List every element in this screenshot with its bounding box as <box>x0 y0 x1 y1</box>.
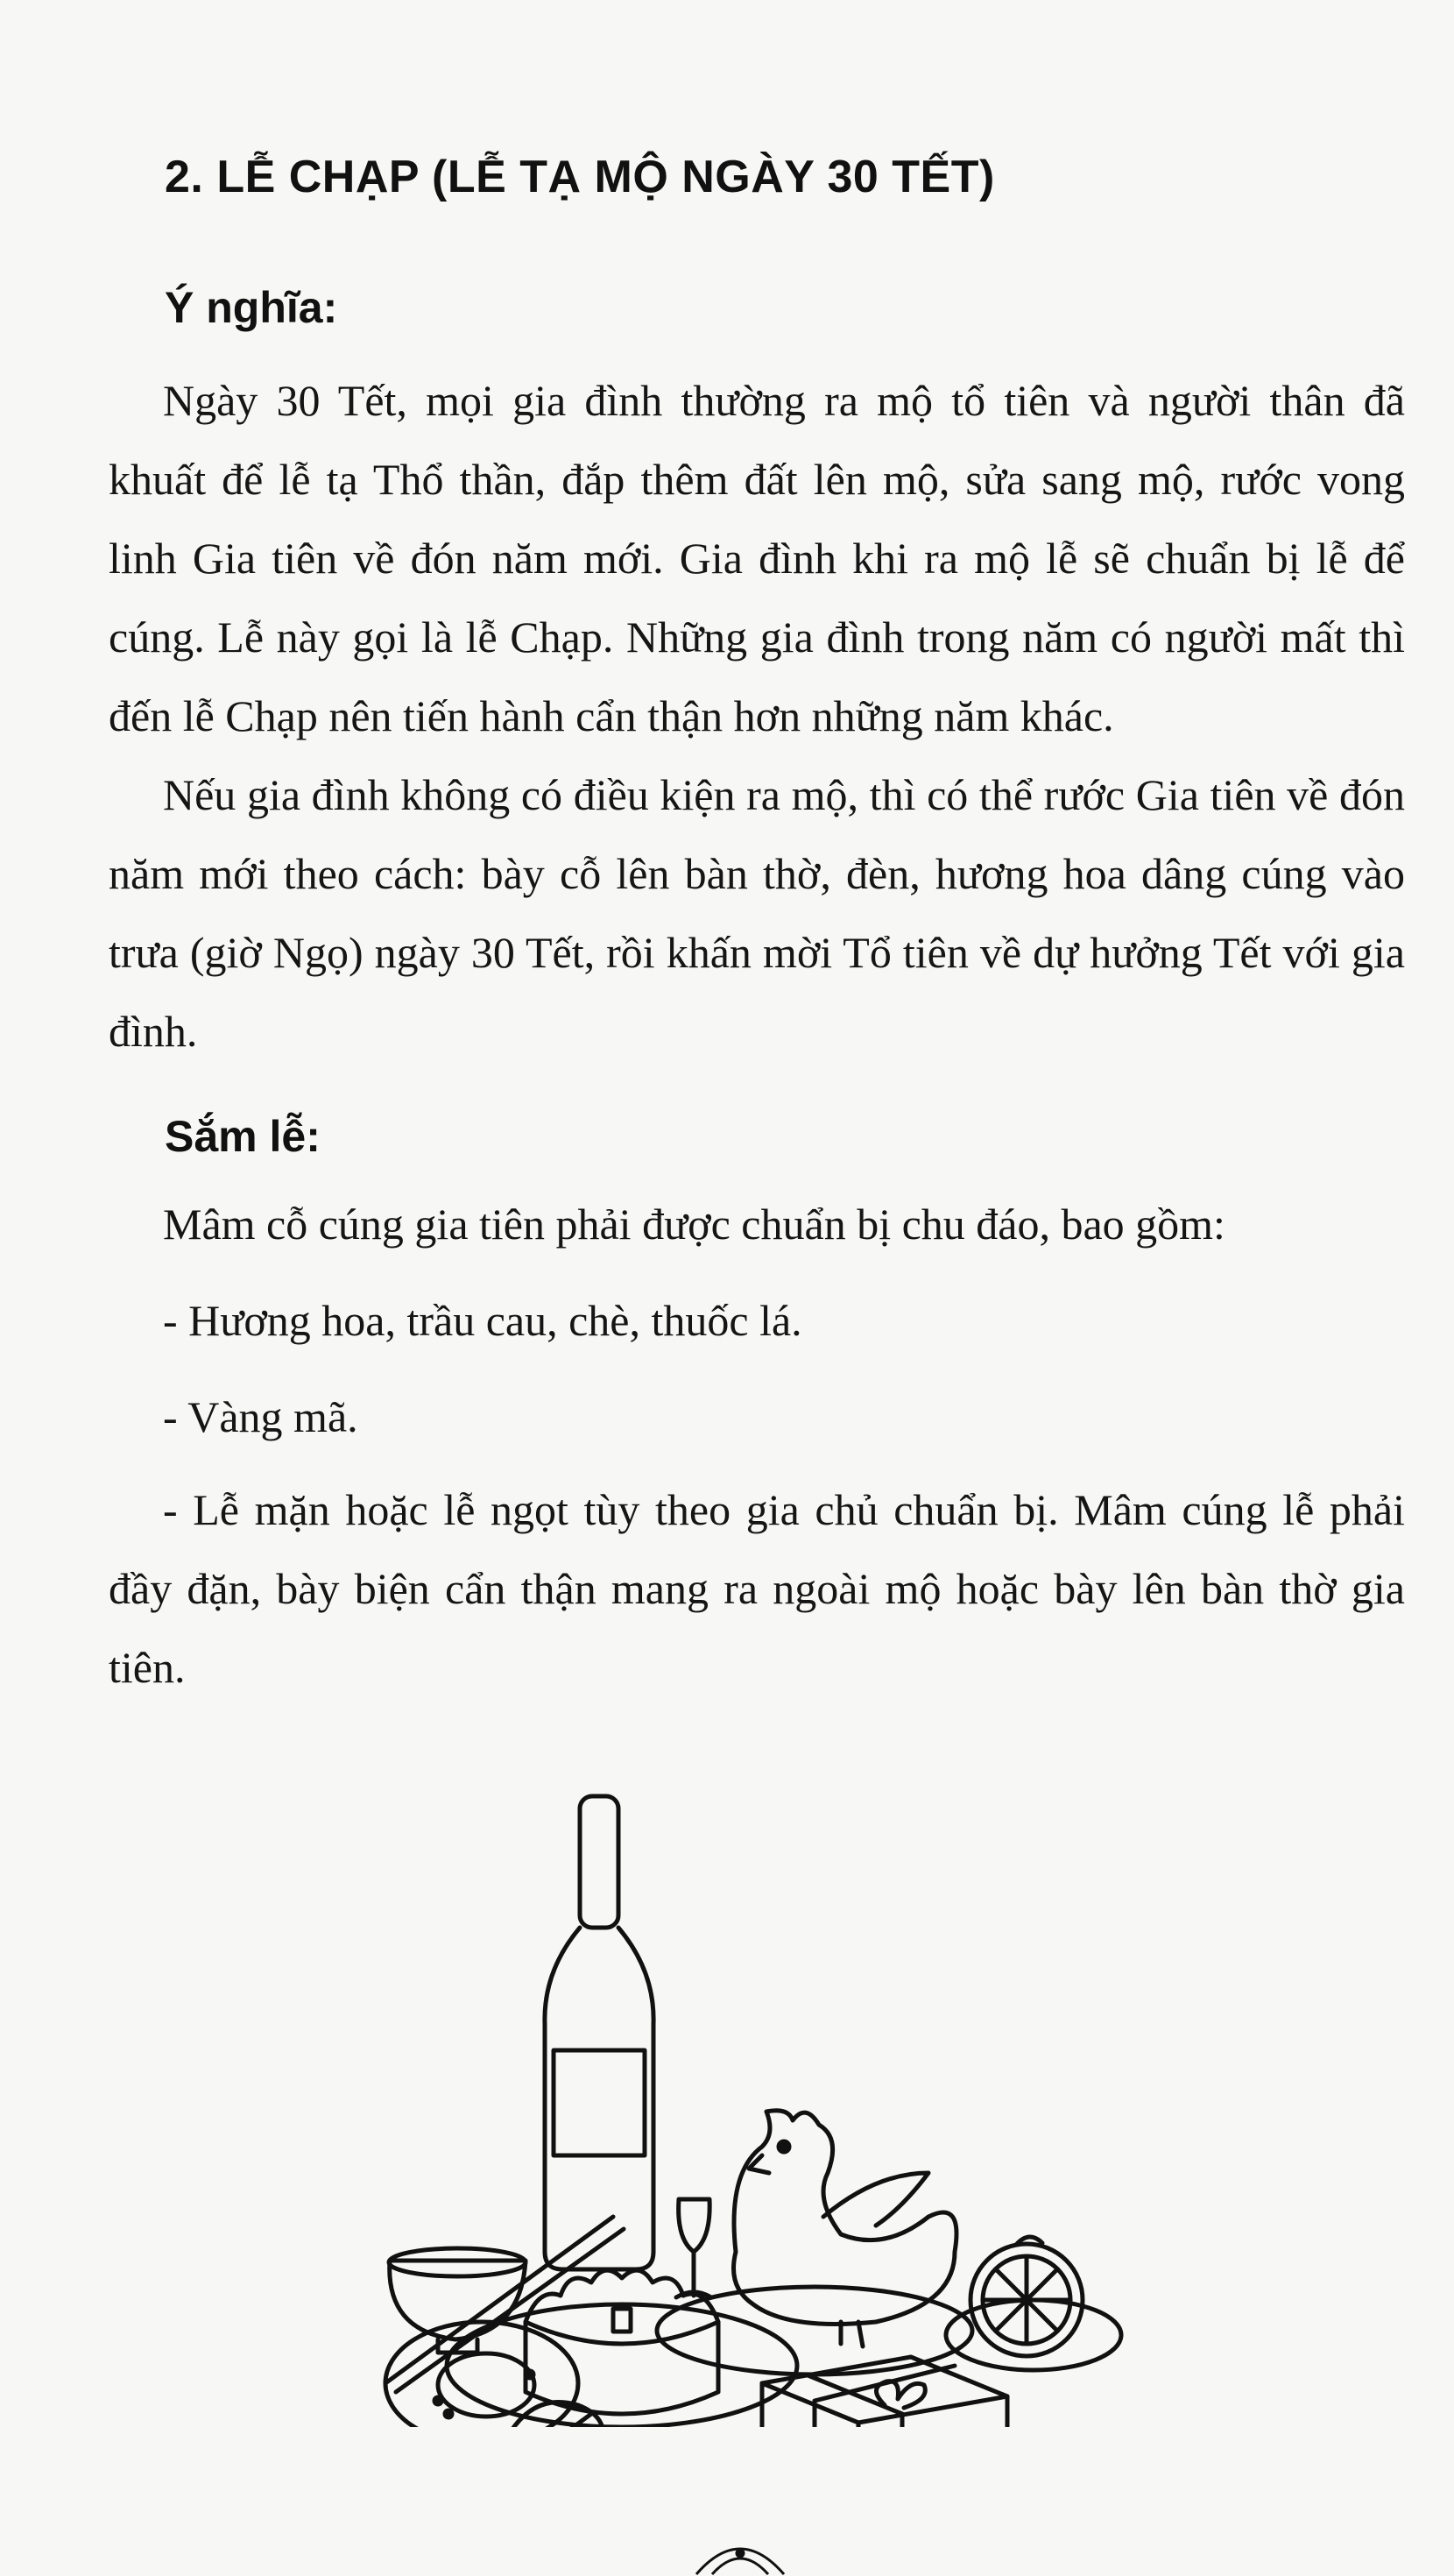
offering-item-food: - Lễ mặn hoặc lễ ngọt tùy theo gia chủ chuẩn bị. Mâm cúng lễ phải đầy đặn, bày biện cẩn thận mang ra ngoài mộ hoặc bày lên bàn thờ gia tiên. <box>109 1485 1405 1692</box>
wine-glass-icon <box>676 2199 711 2297</box>
wine-bottle-icon <box>545 1796 653 2269</box>
section-title: 2. LỄ CHẠP (LỄ TẠ MỘ NGÀY 30 TẾT) <box>165 152 995 202</box>
offering-item-votive-paper: - Vàng mã. <box>163 1392 358 1441</box>
meaning-paragraph-2: Nếu gia đình không có điều kiện ra mộ, thì có thể rước Gia tiên về đón năm mới theo cách: bày cỗ lên bàn thờ, đèn, hương hoa dâng cúng vào trưa (giờ Ngọ) ngày 30 Tết, rồi khấn mời Tổ tiên về dự hưởng Tết với gia đình. <box>109 770 1405 1056</box>
offering-tray-drawing-icon <box>350 1761 1139 2427</box>
sliced-fruit-icon <box>946 2237 1121 2370</box>
page-ornament-icon <box>688 2523 793 2576</box>
meaning-heading: Ý nghĩa: <box>165 283 338 332</box>
small-plate-icon <box>385 2322 578 2427</box>
offering-item-incense: - Hương hoa, trầu cau, chè, thuốc lá. <box>163 1296 802 1345</box>
offerings-heading: Sắm lễ: <box>165 1112 321 1161</box>
meaning-paragraph-1: Ngày 30 Tết, mọi gia đình thường ra mộ tổ tiên và người thân đã khuất để lễ tạ Thổ thần, đắp thêm đất lên mộ, sửa sang mộ, rước vong linh Gia tiên về đón năm mới. Gia đình khi ra mộ lễ sẽ chuẩn bị lễ để cúng. Lễ này gọi là lễ Chạp. Những gia đình trong năm có người mất thì đến lễ Chạp nên tiến hành cẩn thận hơn những năm khác. <box>109 376 1405 740</box>
offerings-intro: Mâm cỗ cúng gia tiên phải được chuẩn bị chu đáo, bao gồm: <box>163 1200 1225 1249</box>
